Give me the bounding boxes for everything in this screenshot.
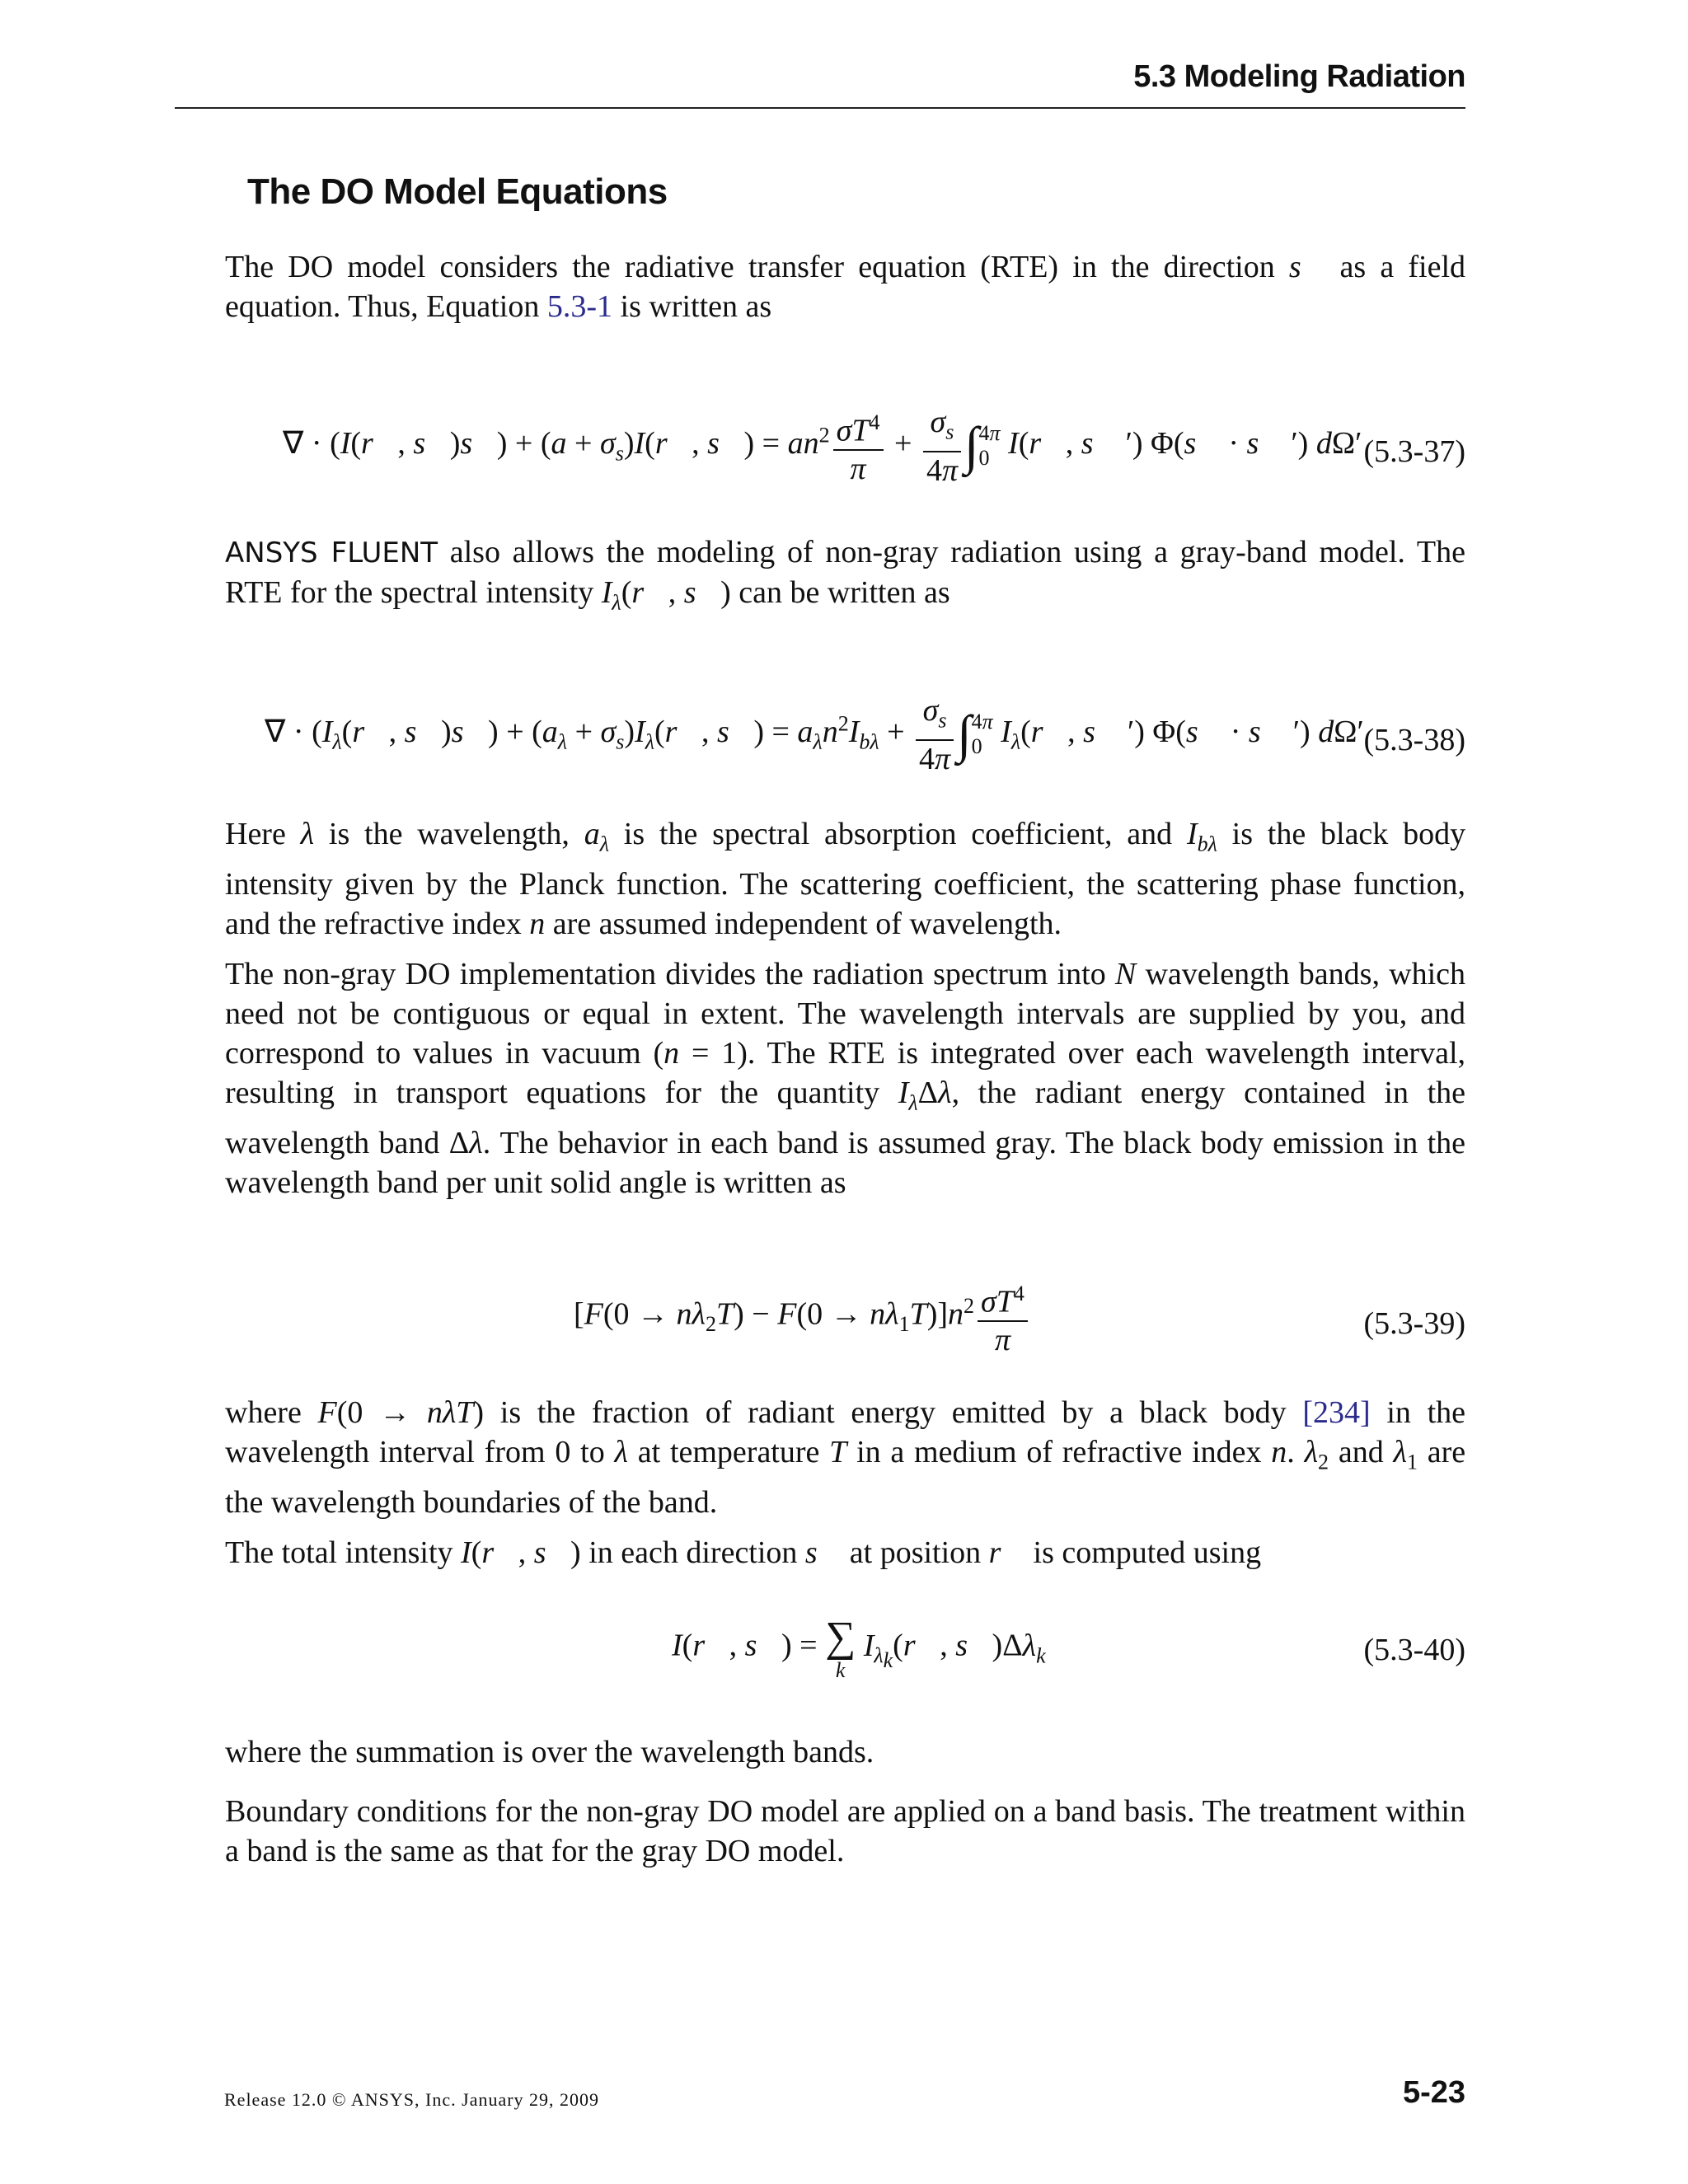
equation-number: (5.3-39) — [1363, 1306, 1465, 1341]
equation-5-3-40 — [225, 1615, 1465, 1706]
paragraph-intro: The DO model considers the radiative transfer equation (RTE) in the direction s⃗ as a field equation. Thus, Equation 5.3-1 is written as — [225, 250, 1466, 324]
equation-body: $[F(0 \to n\lambda_2T) - F(0 \to n\lambda_1T)]n^2$ $\frac{\sigma T^4}{\pi}$ — [574, 1276, 1031, 1358]
equation-body: ∇ · (I(r⃗, s⃗)s⃗) + $(a + \sigma_s)I(r⃗$, s⃗) = $an^2$ $\frac{\sigma T^4}{\pi}$ + $\frac{\sigma_s}{4\pi}$ ∫ 4π 0 I(r⃗, s⃗ ′) Φ(s⃗ · s⃗ ′) dΩ′ — [283, 405, 1362, 488]
paragraph-fraction-definition: where F(0 → nλT) is the fraction of radiant energy emitted by a black body [234] in the wavelength interval from 0 to λ at temperature T in a medium of refractive index n. $\lambda_2$ and $\lambda_1$ are the wavelength boundaries of the band. — [225, 1395, 1466, 1520]
paragraph-boundary-conditions: Boundary conditions for the non-gray DO model are applied on a band basis. The treatment within a band is the same as that for the gray DO model. — [225, 1794, 1465, 1868]
equation-5-3-39 — [225, 1276, 1465, 1366]
equation-body: I(r⃗, s⃗) = ∑ k $I_{\lambda_k}(r⃗$, $s⃗)\Delta\lambda_k$ — [672, 1614, 1046, 1682]
paragraph-gray-band: ANSYS FLUENT also allows the modeling of non-gray radiation using a gray-band model. The RTE for the spectral intensity $I_\lambda(r⃗$, s⃗) can be written as — [225, 535, 1466, 615]
running-header: 5.3 Modeling Radiation — [1133, 59, 1465, 94]
citation-link-234[interactable]: [234] — [1302, 1395, 1371, 1430]
equation-5-3-37 — [225, 404, 1465, 494]
equation-link-5-3-1[interactable]: 5.3-1 — [546, 289, 613, 324]
equation-5-3-38 — [225, 692, 1465, 783]
section-title: The DO Model Equations — [247, 171, 668, 212]
paragraph-definitions: Here λ is the wavelength, $a_\lambda$ is the spectral absorption coefficient, and $I_{b\lambda}$ is the black body intensity given by the Planck function. The scattering coefficient, the scattering phase function, and the refractive index n are assumed independent of wavelength. — [225, 817, 1466, 941]
equation-body: ∇ · ($I_\lambda(r⃗$, s⃗)s⃗) + ($a_\lambda$ + $\sigma_s)I_\lambda(r⃗$, s⃗) = $a_\lambda n^2I_{b\lambda}$ + $\frac{\sigma_s}{4\pi}$ ∫ 4π 0 $I_\lambda(r⃗$, s⃗ ′) Φ(s⃗ · s⃗ ′) dΩ′ — [265, 693, 1364, 776]
equation-number: (5.3-38) — [1363, 723, 1465, 757]
header-rule — [175, 107, 1465, 109]
equation-number: (5.3-37) — [1363, 434, 1465, 469]
page-number: 5-23 — [1402, 2075, 1465, 2110]
equation-number: (5.3-40) — [1363, 1633, 1465, 1667]
paragraph-summation-note: where the summation is over the wavelength bands. — [225, 1735, 874, 1769]
footer-release: Release 12.0 © ANSYS, Inc. January 29, 2009 — [224, 2089, 600, 2110]
paragraph-total-intensity: The total intensity I(r⃗, s⃗) in each direction s⃗ at position r⃗ is computed using — [225, 1535, 1262, 1570]
paragraph-non-gray-implementation: The non-gray DO implementation divides the radiation spectrum into N wavelength bands, which need not be contiguous or equal in extent. The wavelength intervals are supplied by you, and correspond to values in vacuum (n = 1). The RTE is integrated over each wavelength interval, resulting in transport equations for the quantity $I_\lambda\Delta\lambda$, the radiant energy contained in the wavelength band Δλ. The behavior in each band is assumed gray. The black body emission in the wavelength band per unit solid angle is written as — [225, 957, 1466, 1200]
product-name: ANSYS FLUENT — [225, 537, 438, 569]
